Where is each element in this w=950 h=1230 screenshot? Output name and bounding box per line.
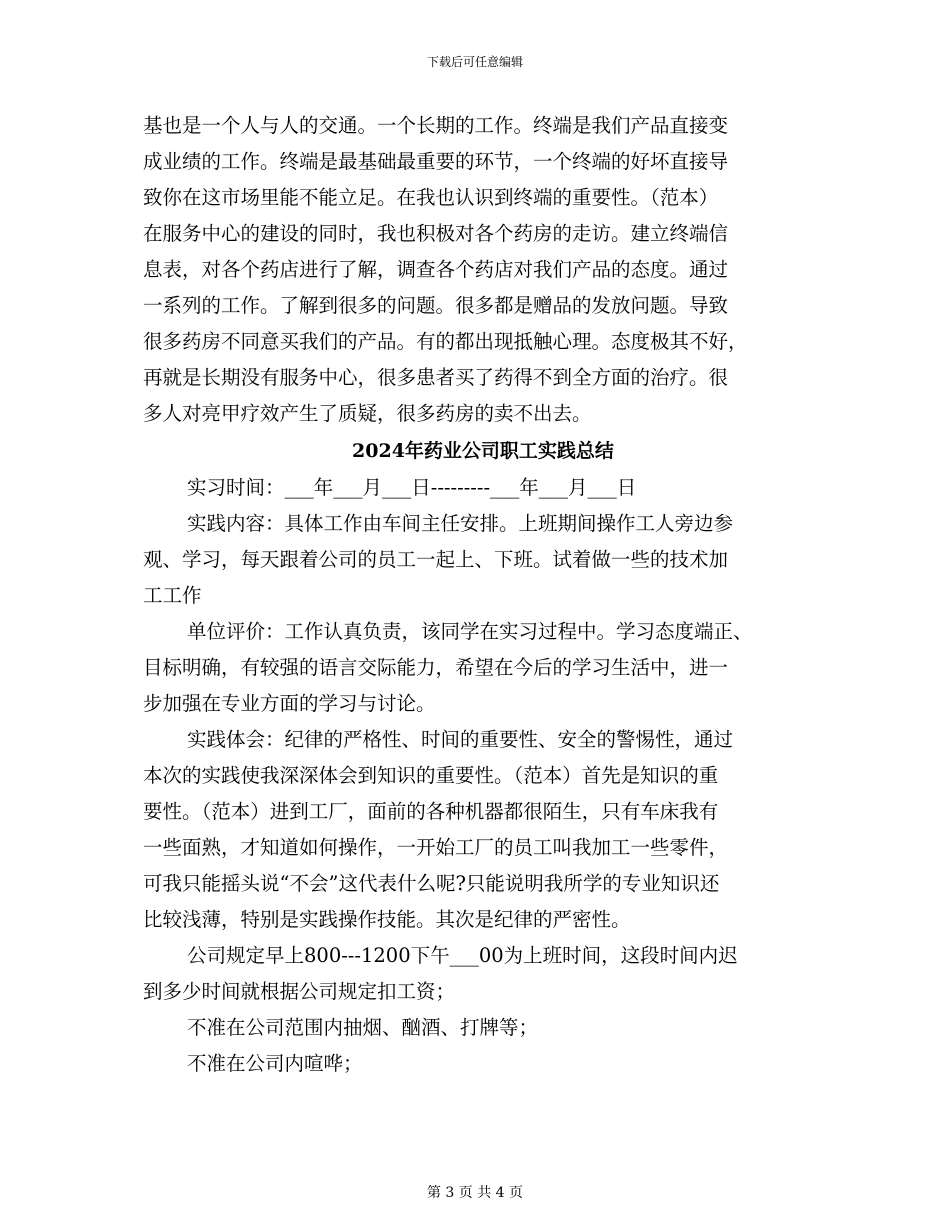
paragraph-line: 再就是长期没有服务中心，很多患者买了药得不到全方面的治疗。很 [143, 366, 729, 389]
paragraph-line: 可我只能摇头说“不会”这代表什么呢?只能说明我所学的专业知识还 [143, 872, 720, 895]
paragraph-line: 在服务中心的建设的同时，我也积极对各个药房的走访。建立终端信 [143, 222, 729, 245]
paragraph-terminal-work [143, 108, 823, 432]
page-header: 下载后可任意编辑 [426, 55, 523, 69]
document-title: 2024年药业公司职工实践总结 [352, 440, 614, 462]
rule-no-noise: 不准在公司内喧哗； [187, 1052, 363, 1075]
paragraph-practice-content [143, 506, 823, 614]
paragraph-line: 实践内容：具体工作由车间主任安排。上班期间操作工人旁边参 [187, 512, 734, 535]
paragraph-line: 一些面熟，才知道如何操作，一开始工厂的员工叫我加工一些零件， [143, 836, 729, 859]
paragraph-line: 一系列的工作。了解到很多的问题。很多都是赠品的发放问题。导致 [143, 294, 729, 317]
paragraph-company-rules [143, 938, 823, 1010]
paragraph-practice-experience [143, 722, 823, 938]
internship-time: 实习时间：___年___月___日---------___年___月___日 [187, 476, 637, 499]
paragraph-line: 比较浅薄，特别是实践操作技能。其次是纪律的严密性。 [143, 908, 631, 931]
paragraph-unit-evaluation [143, 614, 823, 722]
paragraph-line: 要性。（范本）进到工厂，面前的各种机器都很陌生，只有车床我有 [143, 800, 719, 823]
paragraph-line: 步加强在专业方面的学习与讨论。 [143, 692, 436, 715]
rule-no-smoking: 不准在公司范围内抽烟、酗酒、打牌等； [187, 1016, 539, 1039]
paragraph-line: 实践体会：纪律的严格性、时间的重要性、安全的警惕性，通过 [187, 728, 734, 751]
paragraph-line: 成业绩的工作。终端是最基础最重要的环节，一个终端的好坏直接导 [143, 150, 729, 173]
paragraph-line: 很多药房不同意买我们的产品。有的都出现抵触心理。态度极其不好， [143, 330, 748, 353]
paragraph-line: 息表，对各个药店进行了解，调查各个药店对我们产品的态度。通过 [143, 258, 729, 281]
paragraph-line: 工工作 [143, 584, 202, 607]
paragraph-line: 目标明确，有较强的语言交际能力，希望在今后的学习生活中，进一 [143, 656, 729, 679]
paragraph-line: 致你在这市场里能不能立足。在我也认识到终端的重要性。（范本） [143, 186, 719, 209]
paragraph-line: 到多少时间就根据公司规定扣工资； [143, 980, 456, 1003]
page-footer: 第 3 页 共 4 页 [426, 1185, 524, 1201]
paragraph-line: 多人对亮甲疗效产生了质疑，很多药房的卖不出去。 [143, 402, 592, 425]
paragraph-line: 公司规定早上800---1200下午___00为上班时间，这段时间内迟 [187, 944, 738, 967]
paragraph-line: 单位评价：工作认真负责，该同学在实习过程中。学习态度端正、 [187, 620, 753, 643]
document-body [143, 108, 823, 1082]
paragraph-line: 本次的实践使我深深体会到知识的重要性。（范本）首先是知识的重 [143, 764, 719, 787]
paragraph-line: 基也是一个人与人的交通。一个长期的工作。终端是我们产品直接变 [143, 114, 729, 137]
paragraph-line: 观、学习，每天跟着公司的员工一起上、下班。试着做一些的技术加 [143, 548, 729, 571]
